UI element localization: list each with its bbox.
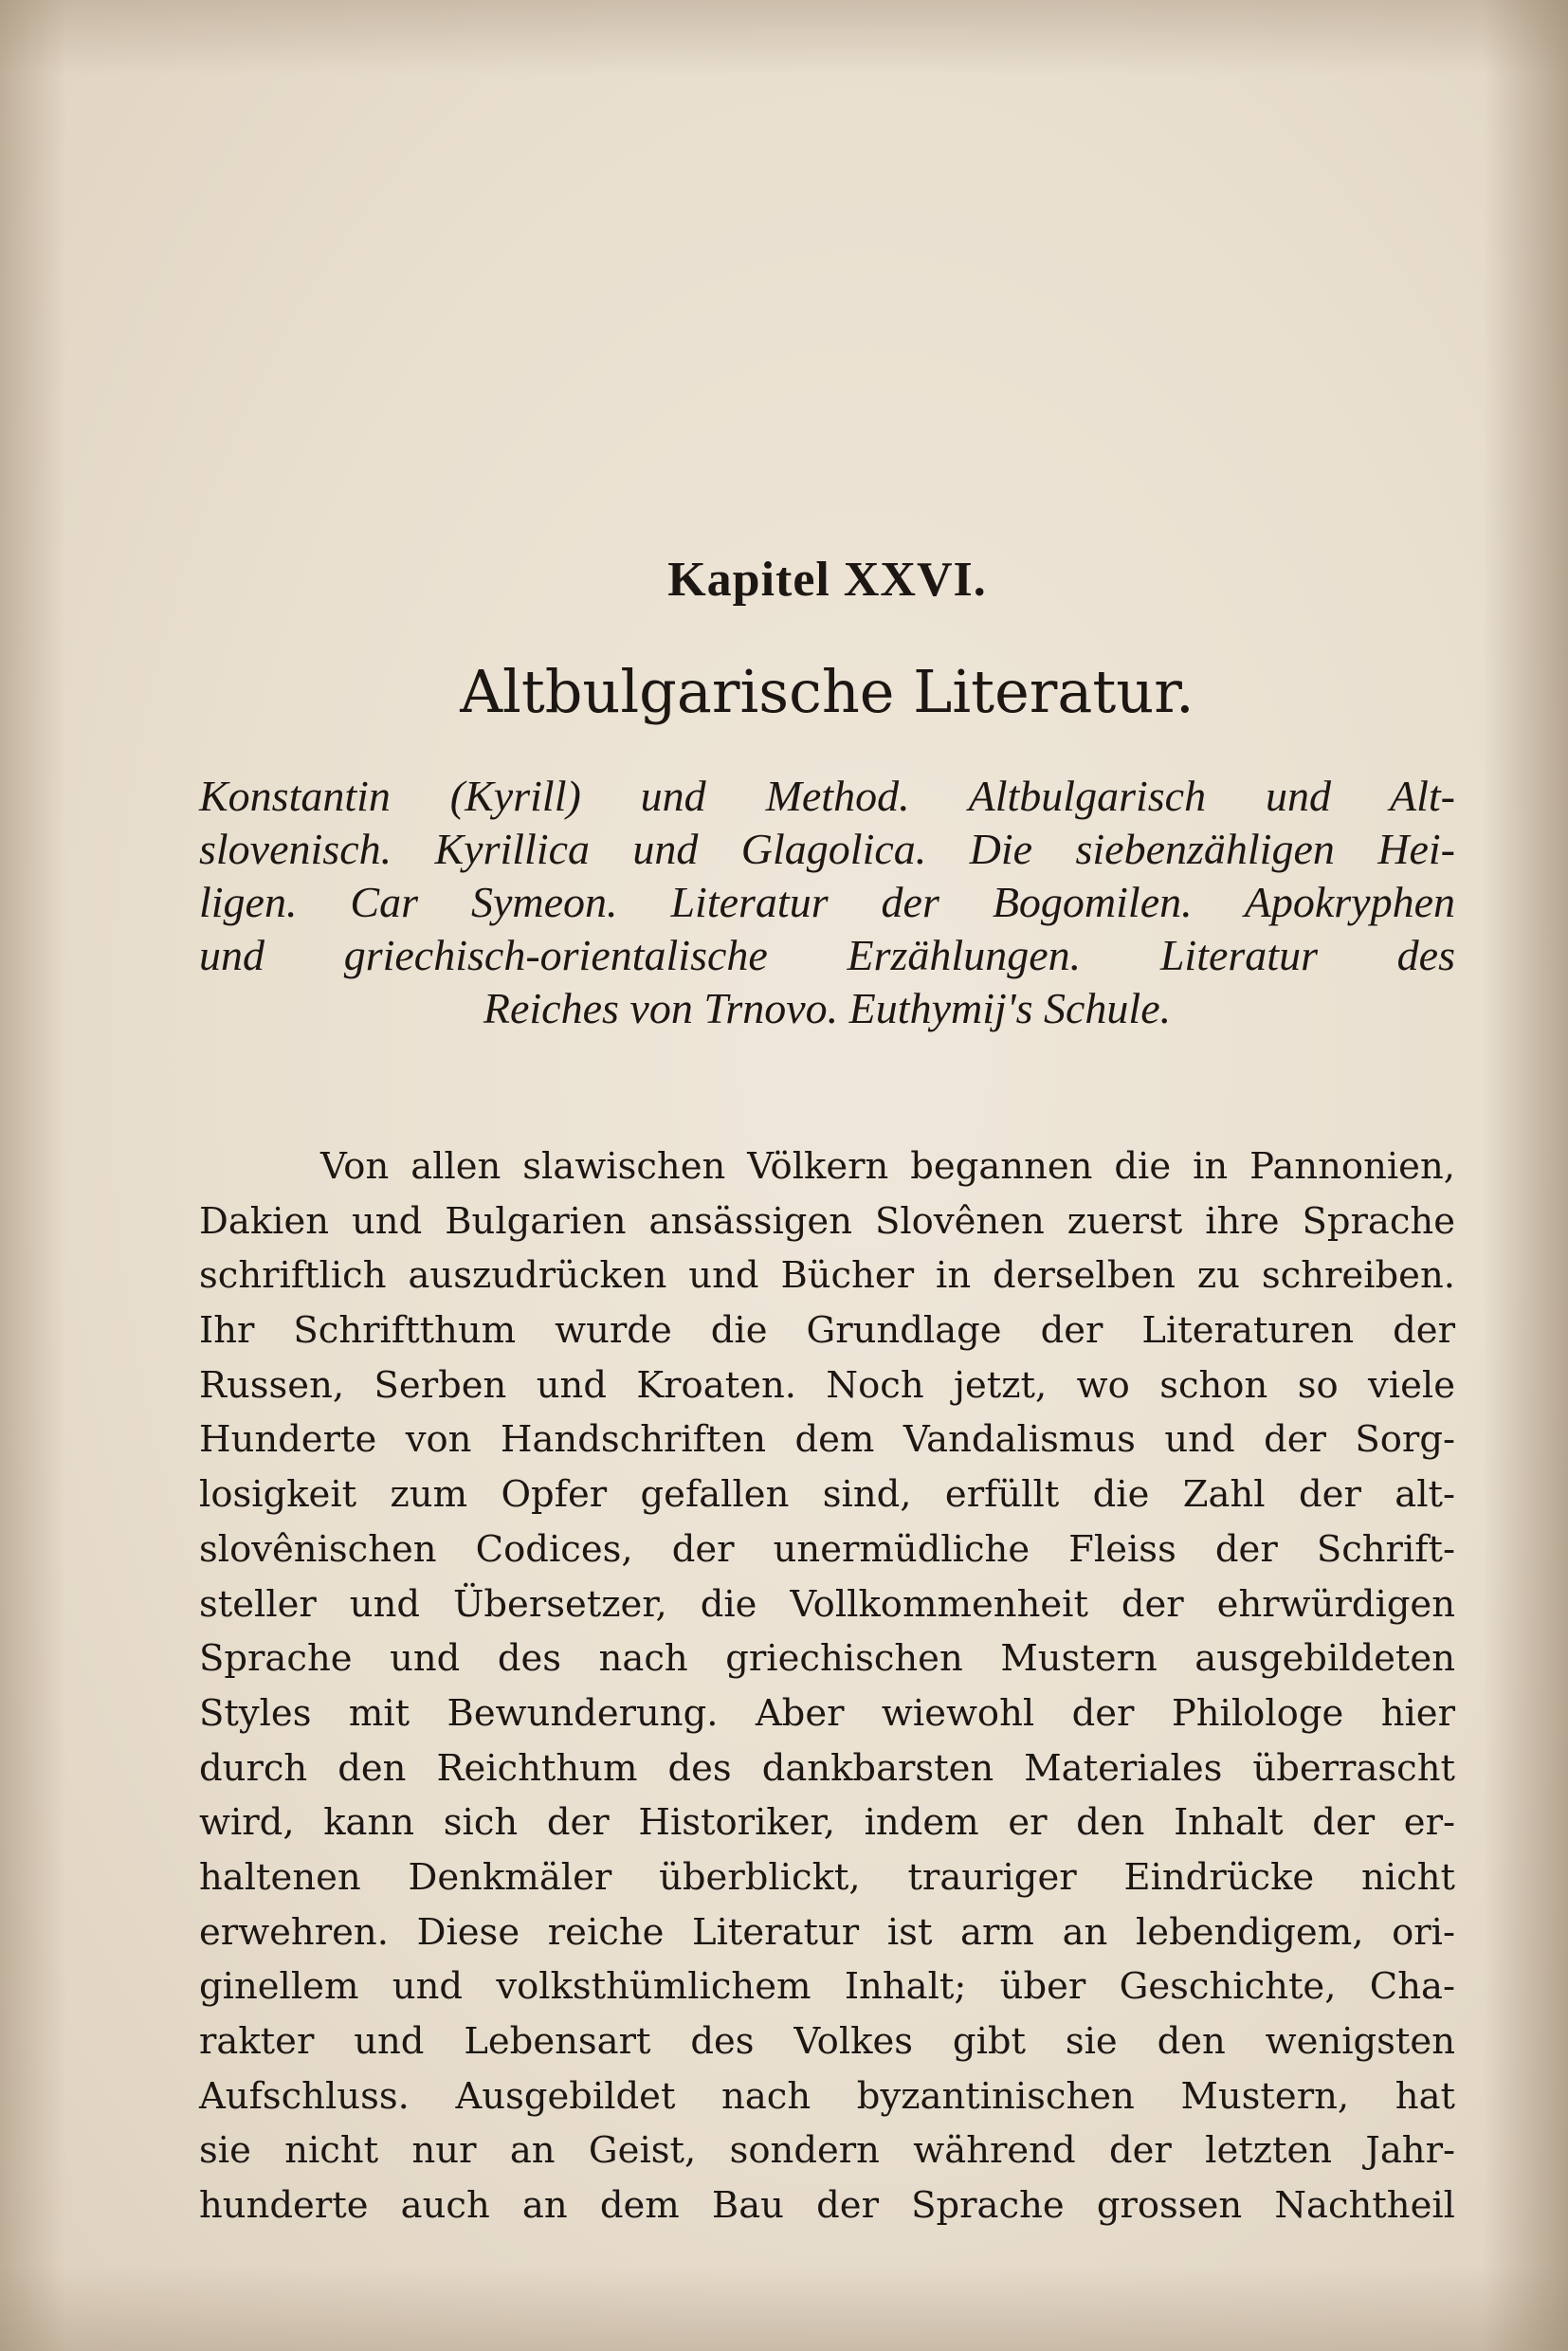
page-edge-shadow-top bbox=[0, 0, 1568, 76]
body-line: losigkeit zum Opfer gefallen sind, erfüllt die Zahl der alt- bbox=[199, 1473, 1455, 1517]
body-line: sie nicht nur an Geist, sondern während der letzten Jahr- bbox=[199, 2129, 1455, 2173]
body-line: Von allen slawischen Völkern begannen die in Pannonien, bbox=[320, 1145, 1455, 1188]
body-line: Sprache und des nach griechischen Mustern ausgebildeten bbox=[199, 1637, 1455, 1681]
summary-line: und griechisch-orientalische Erzählungen. Literatur des bbox=[199, 931, 1455, 979]
summary-line: slovenisch. Kyrillica und Glagolica. Die siebenzähligen Hei- bbox=[199, 825, 1455, 873]
body-paragraph bbox=[199, 1139, 1455, 2233]
body-line: Hunderte von Handschriften dem Vandalismus und der Sorg- bbox=[199, 1418, 1455, 1462]
chapter-summary bbox=[199, 770, 1455, 1035]
body-line: Russen, Serben und Kroaten. Noch jetzt, wo schon so viele bbox=[199, 1363, 1455, 1407]
body-line: rakter und Lebensart des Volkes gibt sie den wenigsten bbox=[199, 2020, 1455, 2063]
body-line: Styles mit Bewunderung. Aber wiewohl der Philologe hier bbox=[199, 1691, 1455, 1735]
body-line: steller und Übersetzer, die Vollkommenheit der ehrwürdigen bbox=[199, 1582, 1455, 1626]
summary-line: Reiches von Trnovo. Euthymij's Schule. bbox=[483, 984, 1172, 1032]
body-line: durch den Reichthum des dankbarsten Materiales überrascht bbox=[199, 1746, 1455, 1790]
chapter-title: Altbulgarische Literatur. bbox=[460, 657, 1194, 726]
page-edge-shadow-right bbox=[1483, 0, 1568, 2351]
body-line: ginellem und volksthümlichem Inhalt; über Geschichte, Cha- bbox=[199, 1965, 1455, 2009]
body-line: wird, kann sich der Historiker, indem er den Inhalt der er- bbox=[199, 1801, 1455, 1845]
page-edge-shadow-bottom bbox=[0, 2266, 1568, 2351]
body-line: haltenen Denkmäler überblickt, trauriger Eindrücke nicht bbox=[199, 1855, 1455, 1899]
body-line: erwehren. Diese reiche Literatur ist arm an lebendigem, ori- bbox=[199, 1910, 1455, 1954]
summary-line: ligen. Car Symeon. Literatur der Bogomilen. Apokryphen bbox=[199, 878, 1455, 926]
body-line: hunderte auch an dem Bau der Sprache grossen Nachtheil bbox=[199, 2184, 1455, 2228]
summary-line: Konstantin (Kyrill) und Method. Altbulgarisch und Alt- bbox=[199, 772, 1455, 820]
body-line: slovênischen Codices, der unermüdliche Fleiss der Schrift- bbox=[199, 1527, 1455, 1571]
body-line: Dakien und Bulgarien ansässigen Slovênen zuerst ihre Sprache bbox=[199, 1199, 1455, 1243]
body-line: Aufschluss. Ausgebildet nach byzantinischen Mustern, hat bbox=[199, 2074, 1455, 2118]
chapter-number: Kapitel XXVI. bbox=[667, 553, 987, 607]
body-line: schriftlich auszudrücken und Bücher in derselben zu schreiben. bbox=[199, 1254, 1455, 1298]
page-edge-shadow-left bbox=[0, 0, 66, 2351]
body-line: Ihr Schriftthum wurde die Grundlage der Literaturen der bbox=[199, 1309, 1455, 1353]
